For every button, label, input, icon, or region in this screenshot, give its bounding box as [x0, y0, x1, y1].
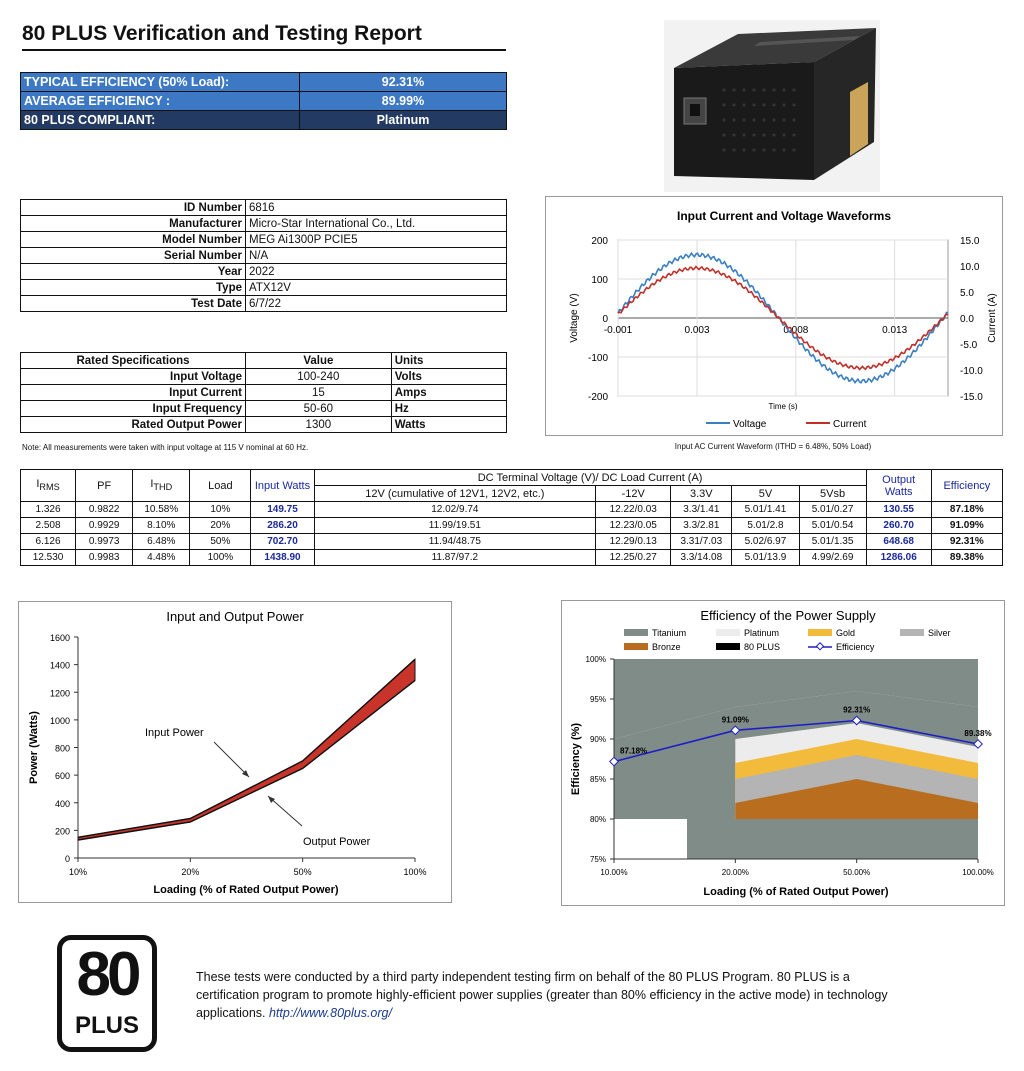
info-label: Manufacturer	[21, 216, 246, 232]
header-5vsb: 5Vsb	[799, 486, 866, 502]
x-tick-label: 50%	[293, 867, 312, 877]
cell: 12.25/0.27	[596, 550, 671, 566]
y-tick-label: 0	[64, 854, 70, 864]
info-row	[21, 232, 507, 248]
header-efficiency: Efficiency	[931, 470, 1002, 502]
header-neg12v: -12V	[596, 486, 671, 502]
rated-row	[21, 385, 507, 401]
legend-label: Platinum	[744, 628, 780, 638]
rated-unit: Amps	[391, 385, 506, 401]
cell: 5.01/0.54	[799, 518, 866, 534]
info-value: 6/7/22	[246, 296, 507, 312]
cell: 130.55	[866, 502, 931, 518]
info-label: Year	[21, 264, 246, 280]
info-label: Serial Number	[21, 248, 246, 264]
power-loss-area	[78, 659, 415, 840]
cell: 92.31%	[931, 534, 1002, 550]
cell: 10.58%	[133, 502, 190, 518]
waveform-chart	[545, 196, 1003, 436]
info-row	[21, 248, 507, 264]
x-tick-label: -0.001	[603, 325, 633, 336]
annotation-arrowhead	[268, 796, 275, 803]
footer-description: These tests were conducted by a third party independent testing firm on behalf of the 80 PLUS Program. 80 PLUS is a certification program to promote highly-efficient power supplies (greater than 80% efficiency in the active mode) in technology applications.	[196, 970, 888, 1020]
legend-swatch-silver	[900, 629, 924, 636]
summary-label: AVERAGE EFFICIENCY :	[21, 92, 300, 111]
y-tick-label: 800	[54, 743, 70, 754]
data-label: 91.09%	[721, 715, 749, 725]
table-row	[21, 518, 1003, 534]
cell: 149.75	[251, 502, 314, 518]
cell: 50%	[190, 534, 251, 550]
x-tick-label: 100%	[403, 867, 427, 877]
cell: 100%	[190, 550, 251, 566]
cell: 91.09%	[931, 518, 1002, 534]
y-tick-label: -100	[587, 353, 608, 364]
test-data-table	[20, 469, 1003, 566]
cell: 89.38%	[931, 550, 1002, 566]
legend-label: Efficiency	[836, 642, 875, 652]
y-right-axis-label: Current (A)	[987, 293, 998, 343]
cell: 12.29/0.13	[596, 534, 671, 550]
chart-title: Input and Output Power	[166, 609, 304, 624]
info-label: ID Number	[21, 200, 246, 216]
legend-label: Bronze	[652, 642, 681, 652]
rated-value: 15	[246, 385, 392, 401]
rated-label: Input Current	[21, 385, 246, 401]
rated-specs-table	[20, 352, 507, 433]
x-tick-label: 0.003	[684, 325, 710, 336]
x-tick-label: 10.00%	[600, 868, 628, 877]
y-axis-label: Voltage (V)	[569, 293, 580, 343]
legend-label: Titanium	[652, 628, 687, 638]
power-supply-image	[664, 20, 880, 192]
cell: 6.126	[21, 534, 76, 550]
rated-row	[21, 417, 507, 433]
y-tick-label: 1400	[49, 660, 70, 671]
chart-title: Efficiency of the Power Supply	[700, 608, 876, 623]
legend-label: Silver	[928, 628, 951, 638]
cell: 20%	[190, 518, 251, 534]
y-tick-label: 200	[54, 826, 70, 837]
power-chart	[18, 601, 452, 903]
summary-label: 80 PLUS COMPLIANT:	[21, 111, 300, 130]
cell: 6.48%	[133, 534, 190, 550]
cell: 3.3/1.41	[671, 502, 732, 518]
product-photo	[664, 20, 880, 192]
y-right-tick-label: -15.0	[960, 392, 983, 403]
legend-marker	[816, 643, 823, 650]
info-row	[21, 264, 507, 280]
info-value: Micro-Star International Co., Ltd.	[246, 216, 507, 232]
x-axis-label: Loading (% of Rated Output Power)	[703, 886, 889, 898]
info-value: MEG Ai1300P PCIE5	[246, 232, 507, 248]
info-value: ATX12V	[246, 280, 507, 296]
header-12v: 12V (cumulative of 12V1, 12V2, etc.)	[314, 486, 596, 502]
legend-label: Voltage	[733, 419, 767, 430]
cell: 11.94/48.75	[314, 534, 596, 550]
chart-title: Input Current and Voltage Waveforms	[676, 209, 892, 223]
header-input-watts: Input Watts	[251, 470, 314, 502]
report-title: 80 PLUS Verification and Testing Report	[22, 22, 506, 51]
legend-label: Gold	[836, 628, 856, 638]
y-tick-label: 95%	[589, 695, 606, 704]
cell: 0.9929	[76, 518, 133, 534]
summary-table	[20, 72, 507, 130]
annotation-input-power: Input Power	[145, 727, 204, 739]
legend-swatch-platinum	[716, 629, 740, 636]
cell: 3.3/2.81	[671, 518, 732, 534]
cell: 702.70	[251, 534, 314, 550]
y-tick-label: 90%	[589, 735, 606, 744]
cell: 11.99/19.51	[314, 518, 596, 534]
y-tick-label: 1600	[49, 633, 70, 643]
cell: 5.01/1.41	[732, 502, 799, 518]
rated-label: Rated Output Power	[21, 417, 246, 433]
cell: 648.68	[866, 534, 931, 550]
efficiency-chart	[561, 600, 1005, 906]
info-row	[21, 296, 507, 312]
y-tick-label: 400	[54, 798, 70, 809]
cell: 286.20	[251, 518, 314, 534]
x-tick-label: 0.008	[783, 325, 809, 336]
legend-swatch-80-plus	[716, 643, 740, 650]
table-row	[21, 502, 1003, 518]
header-irms: $I_{RMS}$	[21, 470, 76, 502]
legend-label: 80 PLUS	[744, 642, 781, 652]
y-tick-label: 1200	[49, 688, 70, 699]
y-right-tick-label: 0.0	[960, 314, 974, 325]
x-tick-label: 50.00%	[843, 868, 871, 877]
header-5v: 5V	[732, 486, 799, 502]
rated-header-spec: Rated Specifications	[21, 353, 246, 369]
summary-value: 92.31%	[300, 73, 507, 92]
y-tick-label: 600	[54, 771, 70, 782]
info-table	[20, 199, 507, 312]
info-label: Test Date	[21, 296, 246, 312]
y-right-tick-label: -5.0	[960, 340, 978, 351]
rated-unit: Volts	[391, 369, 506, 385]
y-tick-label: 75%	[589, 855, 606, 864]
info-row	[21, 216, 507, 232]
y-right-tick-label: 10.0	[960, 262, 980, 273]
summary-value: Platinum	[300, 111, 507, 130]
y-right-tick-label: 15.0	[960, 236, 980, 247]
header-ithd: $I_{THD}$	[133, 470, 190, 502]
y-tick-label: 80%	[589, 815, 606, 824]
cell: 0.9983	[76, 550, 133, 566]
cell: 1.326	[21, 502, 76, 518]
cell: 2.508	[21, 518, 76, 534]
cell: 11.87/97.2	[314, 550, 596, 566]
info-label: Model Number	[21, 232, 246, 248]
data-label: 89.38%	[964, 728, 992, 738]
logo-number: 80	[76, 940, 138, 1009]
cell: 0.9822	[76, 502, 133, 518]
y-tick-label: 0	[602, 314, 608, 325]
info-value: N/A	[246, 248, 507, 264]
cell: 5.01/13.9	[732, 550, 799, 566]
header-dc-group: DC Terminal Voltage (V)/ DC Load Current (A)	[314, 470, 866, 486]
cell: 5.01/0.27	[799, 502, 866, 518]
y-tick-label: 200	[591, 236, 608, 247]
rated-label: Input Frequency	[21, 401, 246, 417]
info-value: 6816	[246, 200, 507, 216]
cell: 10%	[190, 502, 251, 518]
cell: 12.23/0.05	[596, 518, 671, 534]
y-right-tick-label: -10.0	[960, 366, 983, 377]
efficiency-svg	[562, 601, 1004, 905]
rated-row	[21, 401, 507, 417]
rated-value: 50-60	[246, 401, 392, 417]
cell: 87.18%	[931, 502, 1002, 518]
rated-row	[21, 369, 507, 385]
rated-label: Input Voltage	[21, 369, 246, 385]
cell: 5.01/2.8	[732, 518, 799, 534]
summary-row-compliant	[21, 111, 507, 130]
x-tick-label: 10%	[68, 867, 88, 877]
rated-unit: Hz	[391, 401, 506, 417]
table-row	[21, 534, 1003, 550]
logo-text: PLUS	[74, 1012, 139, 1039]
info-row	[21, 280, 507, 296]
footer-text	[196, 968, 896, 1022]
header-33v: 3.3V	[671, 486, 732, 502]
cell: 8.10%	[133, 518, 190, 534]
cell: 3.31/7.03	[671, 534, 732, 550]
x-tick-label: 0.013	[882, 325, 908, 336]
legend-swatch-bronze	[624, 643, 648, 650]
rated-header-row	[21, 353, 507, 369]
cell: 5.02/6.97	[732, 534, 799, 550]
summary-value: 89.99%	[300, 92, 507, 111]
y-axis-label: Efficiency (%)	[570, 722, 582, 796]
cell: 12.02/9.74	[314, 502, 596, 518]
legend-label: Current	[833, 419, 867, 430]
data-label: 87.18%	[620, 746, 648, 756]
series-line-input-power	[78, 659, 415, 837]
y-axis-label: Power (Watts)	[28, 711, 40, 784]
cell: 4.48%	[133, 550, 190, 566]
x-tick-label: 20.00%	[721, 868, 749, 877]
annotation-arrow	[214, 742, 249, 777]
annotation-output-power: Output Power	[303, 836, 371, 848]
footer-link[interactable]: http://www.80plus.org/	[268, 1006, 392, 1020]
summary-label: TYPICAL EFFICIENCY (50% Load):	[21, 73, 300, 92]
rated-value: 1300	[246, 417, 392, 433]
rated-unit: Watts	[391, 417, 506, 433]
y-tick-label: -200	[587, 392, 608, 403]
cell: 0.9973	[76, 534, 133, 550]
y-tick-label: 1000	[49, 715, 70, 726]
header-pf: PF	[76, 470, 133, 502]
legend-swatch-titanium	[624, 629, 648, 636]
info-row	[21, 200, 507, 216]
header-load: Load	[190, 470, 251, 502]
x-tick-label: 100.00%	[962, 868, 994, 877]
waveform-svg	[546, 197, 1002, 435]
power-svg	[19, 602, 451, 902]
cell: 1438.90	[251, 550, 314, 566]
y-tick-label: 85%	[589, 775, 606, 784]
cell: 12.22/0.03	[596, 502, 671, 518]
table-row	[21, 550, 1003, 566]
x-tick-label: 20%	[181, 867, 200, 877]
rated-header-units: Units	[391, 353, 506, 369]
y-right-tick-label: 5.0	[960, 288, 974, 299]
cell: 1286.06	[866, 550, 931, 566]
x-axis-label: Time (s)	[768, 402, 798, 411]
rated-value: 100-240	[246, 369, 392, 385]
cell: 260.70	[866, 518, 931, 534]
data-label: 92.31%	[843, 705, 871, 715]
summary-row-typical	[21, 73, 507, 92]
y-tick-label: 100	[591, 275, 608, 286]
header-output-watts: Output Watts	[866, 470, 931, 502]
cell: 5.01/1.35	[799, 534, 866, 550]
measurement-note: Note: All measurements were taken with input voltage at 115 V nominal at 60 Hz.	[22, 443, 309, 452]
legend-swatch-gold	[808, 629, 832, 636]
info-label: Type	[21, 280, 246, 296]
data-header-row-1	[21, 470, 1003, 486]
summary-row-average	[21, 92, 507, 111]
80plus-logo	[57, 935, 157, 1052]
y-tick-label: 100%	[585, 655, 606, 664]
cell: 3.3/14.08	[671, 550, 732, 566]
info-value: 2022	[246, 264, 507, 280]
cell: 12.530	[21, 550, 76, 566]
x-axis-label: Loading (% of Rated Output Power)	[153, 884, 339, 896]
rated-header-value: Value	[246, 353, 392, 369]
band-mask	[614, 819, 687, 859]
cell: 4.99/2.69	[799, 550, 866, 566]
waveform-caption: Input AC Current Waveform (ITHD = 6.48%, 50% Load)	[674, 442, 872, 451]
